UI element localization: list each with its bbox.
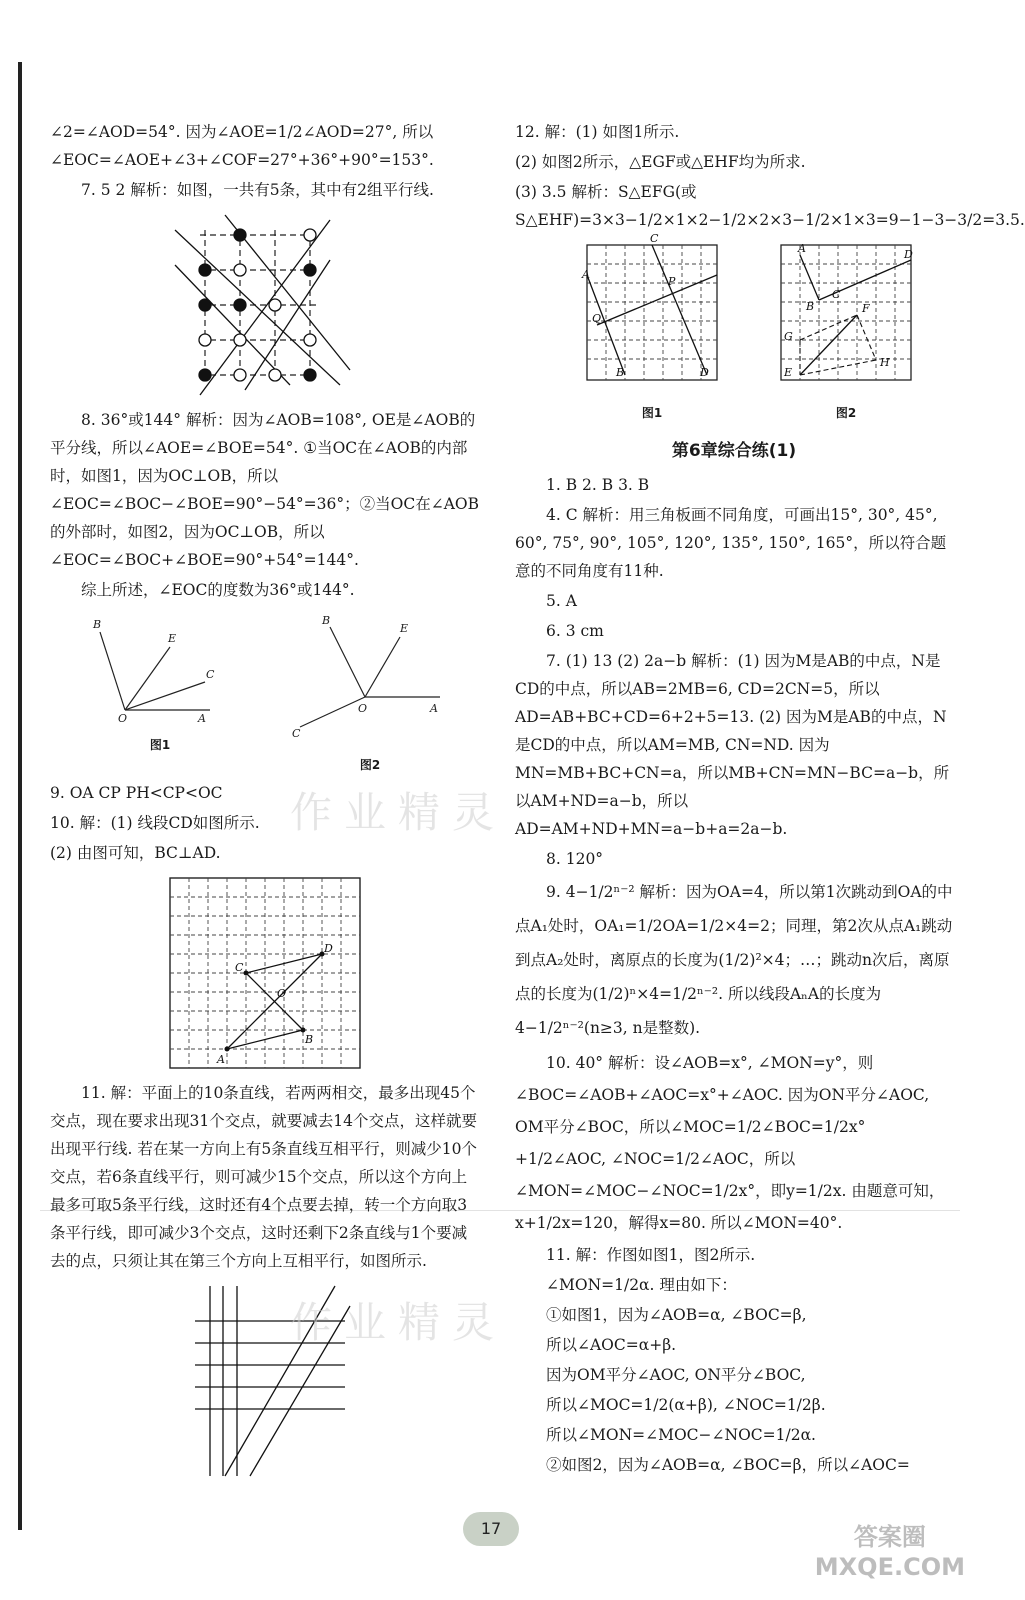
- figure-1-caption: 图1: [149, 738, 171, 752]
- answer-4: 4. C 解析：用三角板画不同角度，可画出15°, 30°, 45°, 60°, 75°, 90°, 105°, 120°, 135°, 150°, 165°，所以符合题意的不同角度有11种.: [515, 506, 947, 580]
- answer-12a: 12. 解：(1) 如图1所示.: [515, 123, 680, 141]
- grid-figure-2: [776, 240, 916, 427]
- grid-diagram-2: [776, 240, 916, 390]
- watermark-1: 作业精灵: [290, 788, 507, 837]
- answer-12b: (2) 如图2所示，△EGF或△EHF均为所求.: [515, 153, 806, 171]
- grid-figure-1-caption: 图1: [641, 406, 663, 420]
- answer-11d: 所以∠AOC=α+β.: [546, 1336, 677, 1354]
- svg-text:E: E: [400, 622, 409, 635]
- answer-11g: 所以∠MON=∠MOC−∠NOC=1/2α.: [546, 1426, 816, 1444]
- svg-text:C: C: [832, 288, 841, 301]
- svg-text:P: P: [668, 275, 676, 288]
- svg-text:O: O: [277, 987, 287, 1000]
- answer-7: 7. (1) 13 (2) 2a−b 解析：(1) 因为M是AB的中点，N是CD的中点，所以AB=2MB=6, CD=2CN=5，所以AD=AB+BC+CD=6+2+5=13. (2) 因为M是AB的中点，N是CD的中点，所以AM=MB, CN=ND. 因为MN=MB+BC+CN=a，所以MB+CN=MN−BC=a−b，所以AM+ND=a−b，所以AD=AM+ND+MN=a−b+a=2a−b.: [515, 652, 950, 838]
- answer-11: 11. 解：平面上的10条直线，若两两相交，最多出现45个交点，现在要求出现31个交点，就要减去14个交点，这样就要出现平行线. 若在某一方向上有5条直线互相平行，则减少10个交点，若6条直线平行，则可减少15个交点，所以这个方向上最多可取5条平行线，这时还有4个点要去掉，转一个方向取3条平行线，即可减少3个交点，这时还剩下2条直线与1个要减去的点，只须让其在第三个方向上互相平行，如图所示.: [50, 1084, 477, 1270]
- answer-5: 5. A: [546, 592, 577, 610]
- answer-10a: 10. 解：(1) 线段CD如图所示.: [50, 814, 260, 832]
- svg-text:B: B: [616, 366, 625, 379]
- svg-text:A: A: [798, 242, 806, 255]
- svg-text:H: H: [880, 356, 890, 369]
- answer-11a: 11. 解：作图如图1，图2所示.: [546, 1246, 756, 1264]
- svg-text:D: D: [904, 248, 913, 261]
- answer-11c: ①如图1，因为∠AOB=α, ∠BOC=β,: [546, 1306, 807, 1324]
- svg-text:C: C: [292, 727, 301, 740]
- svg-text:E: E: [168, 632, 177, 645]
- svg-text:B: B: [806, 300, 815, 313]
- grid-figure-cd: [165, 873, 365, 1073]
- answer-12c: (3) 3.5 解析：S△EFG(或S△EHF)=3×3−1/2×1×2−1/2×2×3−1/2×1×3=9−1−3−3/2=3.5.: [515, 183, 1025, 229]
- svg-text:O: O: [118, 712, 128, 725]
- svg-text:D: D: [324, 942, 333, 955]
- grid-figure-2-caption: 图2: [835, 406, 857, 420]
- right-column: [515, 118, 1025, 1481]
- corner-logo: 答案圈 MXQE.COM: [814, 1523, 965, 1581]
- svg-text:G: G: [784, 330, 793, 343]
- answer-11b: ∠MON=1/2α. 理由如下：: [546, 1276, 737, 1294]
- left-margin-bar: [18, 62, 22, 1530]
- svg-text:C: C: [235, 961, 244, 974]
- answer-8-summary: 综上所述，∠EOC的度数为36°或144°.: [81, 581, 355, 599]
- svg-text:A: A: [582, 268, 590, 281]
- figure-lines-dots: [170, 210, 360, 400]
- svg-text:D: D: [700, 366, 709, 379]
- answer-11f: 所以∠MOC=1/2(α+β), ∠NOC=1/2β.: [546, 1396, 826, 1414]
- answer-6: 6. 3 cm: [546, 622, 604, 640]
- figure-2-caption: 图2: [359, 758, 381, 772]
- answer-9: 9. 4−1/2ⁿ⁻² 解析：因为OA=4，所以第1次跳动到OA的中点A₁处时，OA₁=1/2OA=1/2×4=2；同理，第2次从点A₁跳动到点A₂处时，离原点的长度为(1/2)²×4；…；跳动n次后，离原点的长度为(1/2)ⁿ×4=1/2ⁿ⁻². 所以线段AₙA的长度为4−1/2ⁿ⁻²(n≥3, n是整数).: [515, 883, 953, 1037]
- svg-text:B: B: [322, 614, 331, 627]
- grid-figure-1: [582, 232, 722, 427]
- svg-text:C: C: [650, 232, 659, 245]
- angle-diagram-2: [290, 612, 450, 742]
- svg-text:C: C: [206, 668, 215, 681]
- answer-7: 7. 5 2 解析：如图，一共有5条，其中有2组平行线.: [81, 181, 434, 199]
- svg-text:F: F: [862, 302, 870, 315]
- page-number: 17: [463, 1512, 519, 1546]
- svg-text:A: A: [217, 1053, 225, 1066]
- answer-paragraph: ∠2=∠AOD=54°. 因为∠AOE=1/2∠AOD=27°, 所以∠EOC=∠AOE+∠3+∠COF=27°+36°+90°=153°.: [50, 123, 434, 169]
- svg-text:A: A: [198, 712, 206, 725]
- angle-figure-2: [290, 612, 450, 779]
- svg-text:E: E: [784, 366, 793, 379]
- watermark-2: 作业精灵: [290, 1298, 507, 1347]
- svg-text:O: O: [358, 702, 368, 715]
- section-heading: 第6章综合练(1): [671, 441, 797, 461]
- answer-1-3: 1. B 2. B 3. B: [546, 476, 650, 494]
- answer-8: 8. 120°: [546, 850, 604, 868]
- svg-text:A: A: [430, 702, 438, 715]
- grid-figures-12: [555, 232, 943, 427]
- grid-diagram-1: [582, 232, 722, 390]
- angle-diagram-1: [90, 612, 230, 725]
- answer-10b: (2) 由图可知，BC⊥AD.: [50, 844, 221, 862]
- answer-8: 8. 36°或144° 解析：因为∠AOB=108°, OE是∠AOB的平分线，所以∠AOE=∠BOE=54°. ①当OC在∠AOB的内部时，如图1，因为OC⊥OB，所以∠EOC=∠BOC−∠BOE=90°−54°=36°；②当OC在∠AOB的外部时，如图2，因为OC⊥OB，所以∠EOC=∠BOC+∠BOE=90°+54°=144°.: [50, 411, 479, 569]
- answer-11e: 因为OM平分∠AOC, ON平分∠BOC,: [546, 1366, 806, 1384]
- answer-10: 10. 40° 解析：设∠AOB=x°, ∠MON=y°，则∠BOC=∠AOB+∠AOC=x°+∠AOC. 因为ON平分∠AOC, OM平分∠BOC，所以∠MOC=1/2∠BOC=1/2x°+1/2∠AOC, ∠NOC=1/2∠AOC，所以∠MON=∠MOC−∠NOC=1/2x°，即y=1/2x. 由题意可知，x+1/2x=120，解得x=80. 所以∠MON=40°.: [515, 1054, 945, 1232]
- angle-figures: [90, 612, 450, 779]
- svg-text:B: B: [305, 1033, 314, 1046]
- answer-9: 9. OA CP PH<CP<OC: [50, 784, 223, 802]
- svg-text:B: B: [93, 618, 102, 631]
- answer-11h: ②如图2，因为∠AOB=α, ∠BOC=β，所以∠AOC=: [546, 1456, 910, 1474]
- angle-figure-1: [90, 612, 230, 779]
- svg-text:Q: Q: [592, 312, 602, 325]
